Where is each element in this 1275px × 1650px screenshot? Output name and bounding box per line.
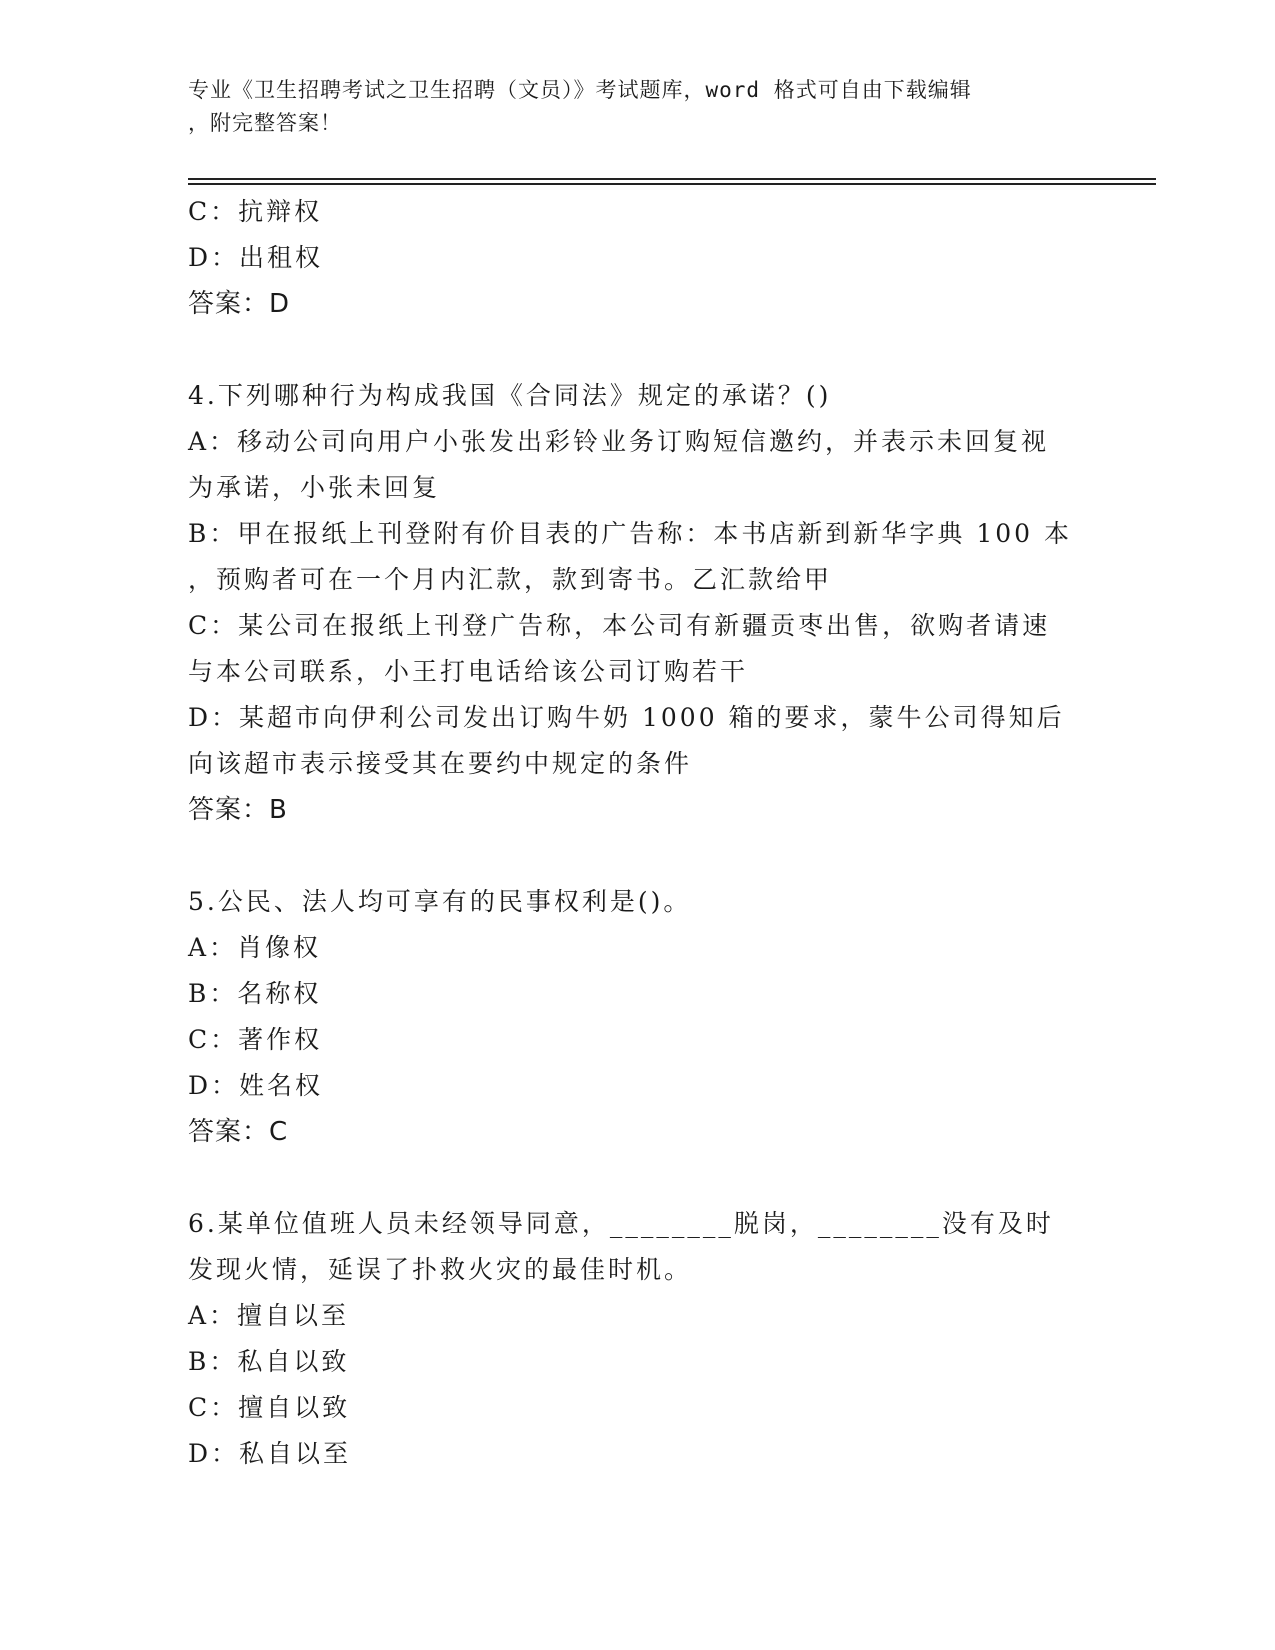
spacer [188, 1155, 1088, 1201]
q6-option-b: B：私自以致 [188, 1347, 350, 1376]
q6-stem-line-1: 6.某单位值班人员未经领导同意，________脱岗，________没有及时 [188, 1209, 1054, 1238]
header-line-1: 专业《卫生招聘考试之卫生招聘（文员）》考试题库，word 格式可自由下载编辑 [188, 78, 972, 102]
question-4 [188, 373, 1088, 833]
q4-option-b-line-2: ，预购者可在一个月内汇款，款到寄书。乙汇款给甲 [188, 565, 833, 594]
q4-answer: 答案：B [188, 795, 288, 825]
q6-option-d: D：私自以至 [188, 1439, 352, 1468]
header-line-2: ，附完整答案！ [188, 111, 342, 135]
q4-option-a-line-2: 为承诺，小张未回复 [188, 473, 441, 502]
question-6 [188, 1201, 1088, 1477]
q6-stem-line-2: 发现火情，延误了扑救火灾的最佳时机。 [188, 1255, 693, 1284]
q5-option-a: A：肖像权 [188, 933, 322, 962]
q4-option-d-line-1: D：某超市向伊利公司发出订购牛奶 1000 箱的要求，蒙牛公司得知后 [188, 703, 1065, 732]
q4-option-a-line-1: A：移动公司向用户小张发出彩铃业务订购短信邀约，并表示未回复视 [188, 427, 1050, 456]
q4-stem: 4.下列哪种行为构成我国《合同法》规定的承诺？() [188, 381, 832, 410]
question-5 [188, 879, 1088, 1155]
spacer [188, 327, 1088, 373]
q6-option-a: A：擅自以至 [188, 1301, 350, 1330]
spacer [188, 833, 1088, 879]
q3-answer: 答案：D [188, 289, 291, 319]
q3-option-d: D：出租权 [188, 243, 324, 272]
q4-option-d-line-2: 向该超市表示接受其在要约中规定的条件 [188, 749, 693, 778]
q4-option-c-line-1: C：某公司在报纸上刊登广告称，本公司有新疆贡枣出售，欲购者请速 [188, 611, 1051, 640]
q3-option-c: C：抗辩权 [188, 197, 323, 226]
q5-stem: 5.公民、法人均可享有的民事权利是()。 [188, 887, 692, 916]
q4-option-c-line-2: 与本公司联系，小王打电话给该公司订购若干 [188, 657, 749, 686]
q5-option-d: D：姓名权 [188, 1071, 324, 1100]
q4-option-b-line-1: B：甲在报纸上刊登附有价目表的广告称：本书店新到新华字典 100 本 [188, 519, 1072, 548]
document-header [188, 74, 1088, 140]
header-rule-top [188, 178, 1156, 180]
question-content [188, 189, 1088, 1477]
q5-option-b: B：名称权 [188, 979, 322, 1008]
header-rule-bottom [188, 183, 1156, 185]
q5-option-c: C：著作权 [188, 1025, 323, 1054]
question-3-tail [188, 189, 1088, 327]
q6-option-c: C：擅自以致 [188, 1393, 351, 1422]
q5-answer: 答案：C [188, 1117, 289, 1147]
